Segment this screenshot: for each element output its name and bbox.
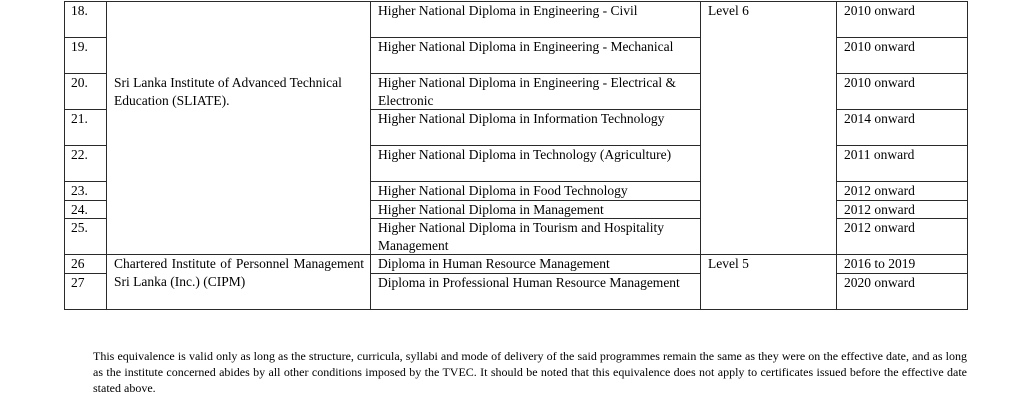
effective-date-cell: 2016 to 2019 [837, 255, 968, 274]
effective-date-cell: 2014 onward [837, 110, 968, 146]
programme-cell: Higher National Diploma in Engineering - Electrical & Electronic [371, 74, 701, 110]
table-row [65, 2, 968, 38]
row-number: 18. [65, 2, 107, 38]
row-number: 24. [65, 200, 107, 219]
effective-date-cell: 2011 onward [837, 146, 968, 182]
row-number: 19. [65, 38, 107, 74]
effective-date-cell: 2010 onward [837, 2, 968, 38]
programme-cell: Diploma in Human Resource Management [371, 255, 701, 274]
level-cell: Level 6 [701, 2, 837, 255]
level-cell: Level 5 [701, 255, 837, 310]
effective-date-cell: 2012 onward [837, 219, 968, 255]
institute-cell-cipm: Chartered Institute of Personnel Management Sri Lanka (Inc.) (CIPM) [107, 255, 371, 310]
institute-cell-sliate [107, 2, 371, 255]
programme-cell: Higher National Diploma in Engineering - Mechanical [371, 38, 701, 74]
row-number: 26 [65, 255, 107, 274]
programme-cell: Diploma in Professional Human Resource Management [371, 273, 701, 309]
row-number: 22. [65, 146, 107, 182]
row-number: 20. [65, 74, 107, 110]
row-number: 23. [65, 182, 107, 201]
effective-date-cell: 2012 onward [837, 200, 968, 219]
validity-note: This equivalence is valid only as long as the structure, curricula, syllabi and mode of delivery of the said programmes remain the same as they were on the effective date, and as long as the institute concerned abides by all other conditions imposed by the TVEC. It should be noted that this equivalence does not apply to certificates issued before the effective date stated above. [93, 349, 967, 395]
programme-cell: Higher National Diploma in Technology (Agriculture) [371, 146, 701, 182]
row-number: 27 [65, 273, 107, 309]
effective-date-cell: 2010 onward [837, 74, 968, 110]
programme-cell: Higher National Diploma in Management [371, 200, 701, 219]
effective-date-cell: 2012 onward [837, 182, 968, 201]
programme-cell: Higher National Diploma in Tourism and Hospitality Management [371, 219, 701, 255]
equivalence-table [64, 1, 968, 310]
effective-date-cell: 2020 onward [837, 273, 968, 309]
institute-name: Sri Lanka Institute of Advanced Technical Education (SLIATE). [114, 75, 342, 108]
effective-date-cell: 2010 onward [837, 38, 968, 74]
row-number: 21. [65, 110, 107, 146]
row-number: 25. [65, 219, 107, 255]
programme-cell: Higher National Diploma in Engineering - Civil [371, 2, 701, 38]
programme-cell: Higher National Diploma in Information Technology [371, 110, 701, 146]
table-row [65, 255, 968, 274]
programme-cell: Higher National Diploma in Food Technology [371, 182, 701, 201]
